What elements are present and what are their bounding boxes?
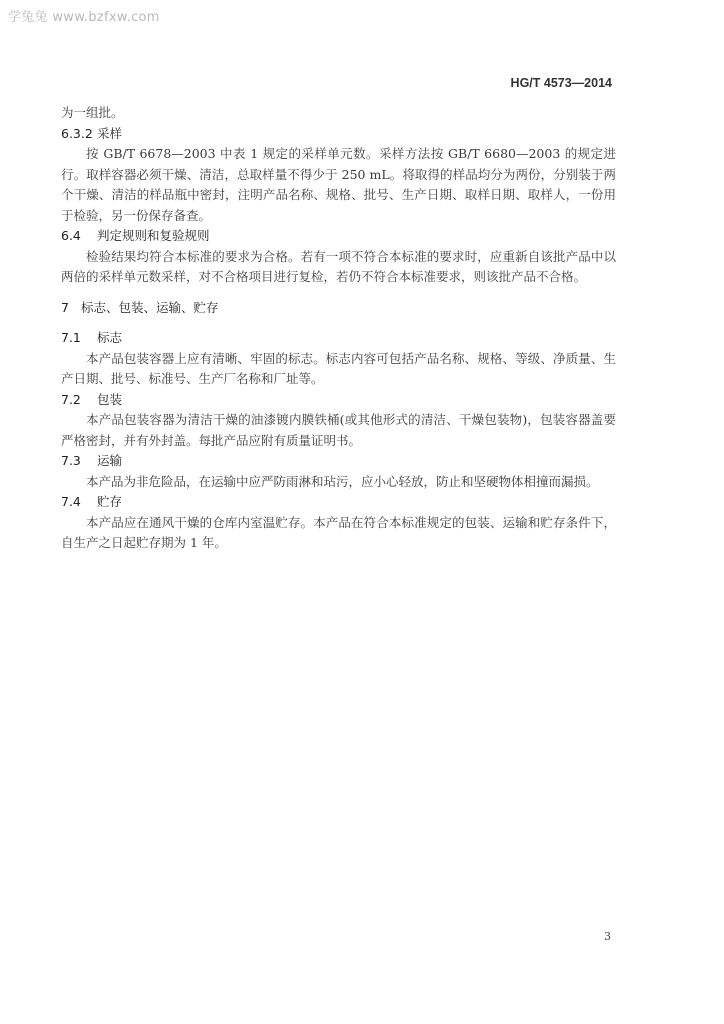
document-body [61, 103, 616, 554]
section-heading-7-4 [61, 492, 616, 513]
site-watermark: 学兔兔 www.bzfxw.com [8, 10, 160, 25]
standard-code: HG/T 4573—2014 [510, 76, 612, 90]
chapter-heading-7 [61, 298, 616, 319]
section-heading-6-3-2 [61, 124, 616, 145]
section-number: 7.4 [61, 494, 81, 509]
section-number: 7 [61, 299, 69, 315]
section-heading-7-3 [61, 451, 616, 472]
paragraph: 本产品应在通风干燥的仓库内室温贮存。本产品在符合本标准规定的包装、运输和贮存条件下，自生产之日起贮存期为 1 年。 [61, 514, 616, 550]
section-title: 标志、包装、运输、贮存 [81, 299, 219, 315]
section-title: 包装 [97, 391, 123, 407]
section-number: 7.2 [61, 391, 81, 407]
section-title: 判定规则和复验规则 [97, 228, 210, 243]
section-title: 标志 [97, 330, 123, 345]
section-number: 7.1 [61, 330, 81, 345]
paragraph: 为一组批。 [61, 105, 124, 120]
section-number: 6.4 [61, 228, 81, 243]
section-title: 贮存 [97, 494, 123, 509]
section-number: 6.3.2 [61, 125, 93, 141]
section-title: 运输 [97, 453, 123, 468]
paragraph: 检验结果均符合本标准的要求为合格。若有一项不符合本标准的要求时，应重新自该批产品中以两倍的采样单元数采样，对不合格项目进行复检，若仍不符合本标准要求，则该批产品不合格。 [61, 248, 616, 284]
paragraph: 本产品包装容器上应有清晰、牢固的标志。标志内容可包括产品名称、规格、等级、净质量、生产日期、批号、标准号、生产厂名称和厂址等。 [61, 350, 616, 386]
paragraph: 按 GB/T 6678—2003 中表 1 规定的采样单元数。采样方法按 GB/T 6680—2003 的规定进行。取样容器必须干燥、清洁，总取样量不得少于 250 mL。将取得的样品均分为两份，分别装于两个干燥、清洁的样品瓶中密封，注明产品名称、规格、批号、生产日期、取样日期、取样人，一份用于检验，另一份保存备查。 [61, 146, 616, 223]
section-number: 7.3 [61, 453, 81, 468]
section-title: 采样 [97, 125, 123, 141]
page-number: 3 [604, 930, 611, 943]
section-heading-6-4 [61, 226, 616, 247]
section-heading-7-2 [61, 390, 616, 411]
paragraph: 本产品为非危险品，在运输中应严防雨淋和玷污，应小心轻放，防止和坚硬物体相撞而漏损。 [86, 473, 599, 489]
paragraph: 本产品包装容器为清洁干燥的油漆镀内膜铁桶(或其他形式的清洁、干燥包装物)，包装容器盖要严格密封，并有外封盖。每批产品应附有质量证明书。 [61, 412, 616, 448]
section-heading-7-1 [61, 328, 616, 349]
